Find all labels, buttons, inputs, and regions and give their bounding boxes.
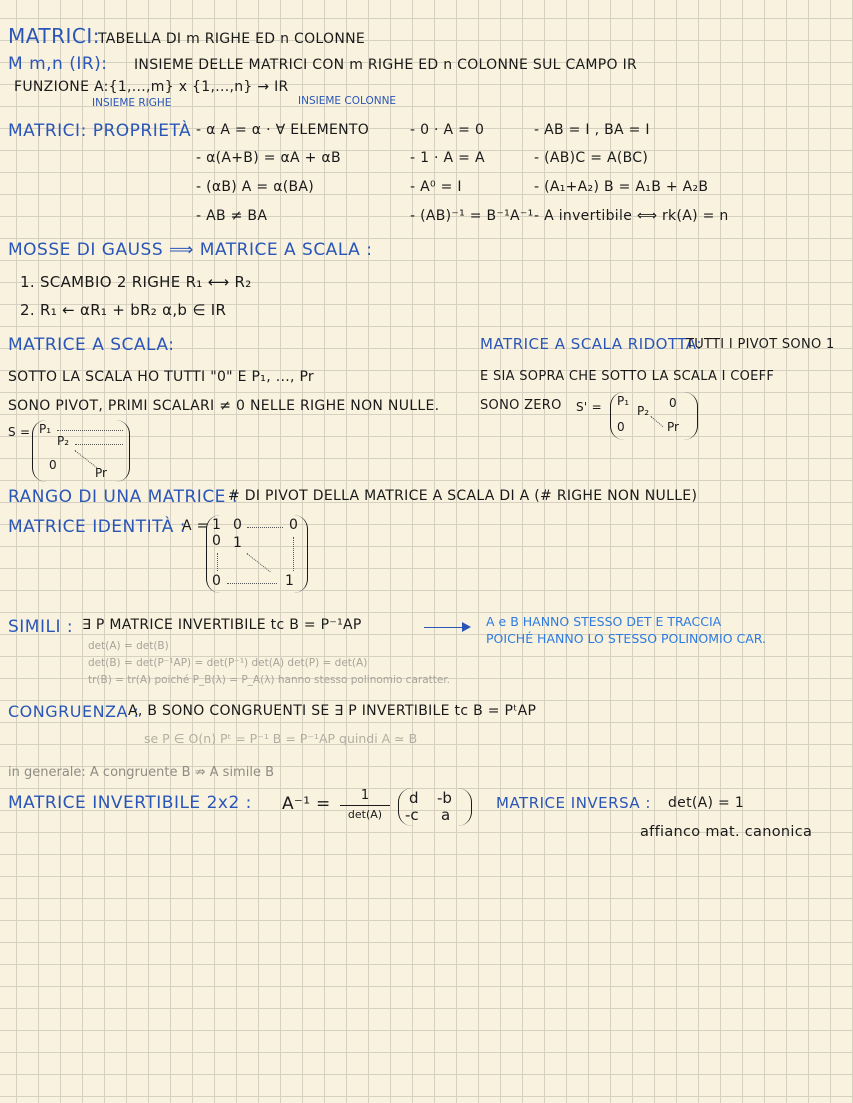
ridotta-zero-bottom: 0 xyxy=(617,420,625,434)
gray-congruenza: se P ∈ O(n) Pᵗ = P⁻¹ B = P⁻¹AP quindi A ≃ B xyxy=(144,731,418,746)
text-inversa-det: det(A) = 1 xyxy=(668,795,745,811)
prop-col1-row2: - α(A+B) = αA + αB xyxy=(196,150,341,166)
adj-bottom-left: -c xyxy=(405,806,419,824)
heading-congruenza: CONGRUENZA : xyxy=(8,702,140,721)
text-scala-line1: SOTTO LA SCALA HO TUTTI "0" E P₁, ..., Pr xyxy=(8,369,314,385)
identity-dots-bottom xyxy=(227,583,277,584)
ridotta-diagonal-dots xyxy=(650,416,663,427)
heading-proprieta: MATRICI: PROPRIETÀ xyxy=(8,121,192,141)
fraction-denominator: det(A) xyxy=(347,808,383,821)
arrow-line xyxy=(424,627,464,628)
identity-zero-top: 0 xyxy=(233,517,242,533)
label-s-prime-matrix: S' = xyxy=(576,400,602,414)
adj-top-left: d xyxy=(409,789,419,807)
text-ridotta-line1: TUTTI I PIVOT SONO 1 xyxy=(686,337,835,352)
matrix-dots-row1 xyxy=(57,430,123,431)
inverse-lhs: A⁻¹ = xyxy=(282,794,331,814)
matrix-scala xyxy=(32,420,130,482)
heading-insieme-matrici: M m,n (IR): xyxy=(8,54,108,74)
inverse-fraction xyxy=(340,788,390,821)
heading-mosse-gauss: MOSSE DI GAUSS ⟹ MATRICE A SCALA : xyxy=(8,240,373,260)
matrix-scala-ridotta xyxy=(610,392,698,440)
identity-one-n: 1 xyxy=(285,573,294,589)
identity-dots-top xyxy=(247,527,283,528)
identity-zero-left: 0 xyxy=(212,533,221,549)
mossa-1: 1. SCAMBIO 2 RIGHE R₁ ⟷ R₂ xyxy=(20,273,252,291)
heading-matrice-inversa: MATRICE INVERSA : xyxy=(496,794,651,812)
heading-identita: MATRICE IDENTITÀ : xyxy=(8,517,186,537)
identity-zero-topright: 0 xyxy=(289,517,298,533)
heading-simili: SIMILI : xyxy=(8,617,74,637)
identity-dots-right xyxy=(293,537,294,571)
label-insieme-righe: INSIEME RIGHE xyxy=(92,97,172,109)
heading-invertibile-2x2: MATRICE INVERTIBILE 2x2 : xyxy=(8,793,252,813)
heading-matrici: MATRICI: xyxy=(8,24,100,48)
text-ridotta-line3: SONO ZERO xyxy=(480,398,562,413)
label-a-identity: A = xyxy=(182,518,209,534)
prop-col3-row4: - A invertibile ⟺ rk(A) = n xyxy=(534,208,729,224)
gray-simili-1: det(A) = det(B) xyxy=(88,640,169,652)
ridotta-pivot-r: Pr xyxy=(667,420,679,434)
text-inversa-note: affianco mat. canonica xyxy=(640,824,813,840)
prop-col1-row4: - AB ≠ BA xyxy=(196,208,268,224)
matrix-pivot-1: P₁ xyxy=(39,422,52,436)
identity-zero-bottom: 0 xyxy=(212,573,221,589)
label-insieme-colonne: INSIEME COLONNE xyxy=(298,95,397,107)
matrix-diagonal-dots xyxy=(74,450,97,468)
fraction-numerator: 1 xyxy=(360,788,370,803)
prop-col1-row3: - (αB) A = α(BA) xyxy=(196,179,315,195)
text-matrici-definition: TABELLA DI m RIGHE ED n COLONNE xyxy=(98,31,366,47)
label-s-matrix: S = xyxy=(8,425,31,439)
matrix-dots-row2 xyxy=(75,444,123,445)
note-simili-1: A e B HANNO STESSO DET E TRACCIA xyxy=(486,614,722,629)
adj-bottom-right: a xyxy=(441,806,451,824)
matrix-2x2-adjugate xyxy=(398,788,472,826)
text-simili-definition: ∃ P MATRICE INVERTIBILE tc B = P⁻¹AP xyxy=(82,617,362,633)
prop-col1-row1: - α A = α · ∀ ELEMENTO xyxy=(196,122,370,138)
arrow-icon xyxy=(462,622,471,632)
text-funzione: FUNZIONE A:{1,...,m} x {1,...,n} → IR xyxy=(14,79,289,95)
matrix-zero: 0 xyxy=(49,458,57,472)
adj-top-right: -b xyxy=(437,789,452,807)
ridotta-pivot-1: P₁ xyxy=(617,394,630,408)
prop-col3-row2: - (AB)C = A(BC) xyxy=(534,150,649,166)
text-congruenza-definition: A, B SONO CONGRUENTI SE ∃ P INVERTIBILE tc B = PᵗAP xyxy=(128,703,537,719)
matrix-pivot-2: P₂ xyxy=(57,434,70,448)
gray-simili-3: tr(B) = tr(A) poiché P_B(λ) = P_A(λ) hanno stesso polinomio caratter. xyxy=(88,674,451,686)
matrix-pivot-r: Pr xyxy=(95,466,107,480)
matrix-identita xyxy=(206,515,308,593)
text-rango-definition: # DI PIVOT DELLA MATRICE A SCALA DI A (# RIGHE NON NULLE) xyxy=(228,488,698,504)
fraction-bar xyxy=(340,805,390,806)
prop-col3-row3: - (A₁+A₂) B = A₁B + A₂B xyxy=(534,179,709,195)
prop-col2-row2: - 1 · A = A xyxy=(410,150,485,166)
text-scala-line2: SONO PIVOT, PRIMI SCALARI ≠ 0 NELLE RIGHE NON NULLE. xyxy=(8,398,440,414)
prop-col3-row1: - AB = I , BA = I xyxy=(534,122,650,138)
heading-matrice-scala: MATRICE A SCALA: xyxy=(8,335,175,355)
identity-dots-left xyxy=(217,553,218,571)
prop-col2-row1: - 0 · A = 0 xyxy=(410,122,485,138)
gray-simili-2: det(B) = det(P⁻¹AP) = det(P⁻¹) det(A) det(P) = det(A) xyxy=(88,657,368,669)
heading-rango: RANGO DI UNA MATRICE : xyxy=(8,487,239,507)
mossa-2: 2. R₁ ← αR₁ + bR₂ α,b ∈ IR xyxy=(20,301,227,319)
ridotta-pivot-2: P₂ xyxy=(637,404,650,418)
text-ridotta-line2: E SIA SOPRA CHE SOTTO LA SCALA I COEFF xyxy=(480,369,775,384)
note-simili-2: POICHÉ HANNO LO STESSO POLINOMIO CAR. xyxy=(486,631,766,646)
identity-one-2: 1 xyxy=(233,535,242,551)
identity-one-1: 1 xyxy=(212,517,221,533)
text-in-generale: in generale: A congruente B ⇏ A simile B xyxy=(8,765,274,780)
text-insieme-definition: INSIEME DELLE MATRICI CON m RIGHE ED n COLONNE SUL CAMPO IR xyxy=(134,57,638,73)
heading-scala-ridotta: MATRICE A SCALA RIDOTTA: xyxy=(480,335,702,353)
prop-col2-row3: - A⁰ = I xyxy=(410,179,462,195)
identity-diagonal-dots xyxy=(246,553,270,572)
ridotta-zero-top: 0 xyxy=(669,396,677,410)
prop-col2-row4: - (AB)⁻¹ = B⁻¹A⁻¹ xyxy=(410,208,534,224)
